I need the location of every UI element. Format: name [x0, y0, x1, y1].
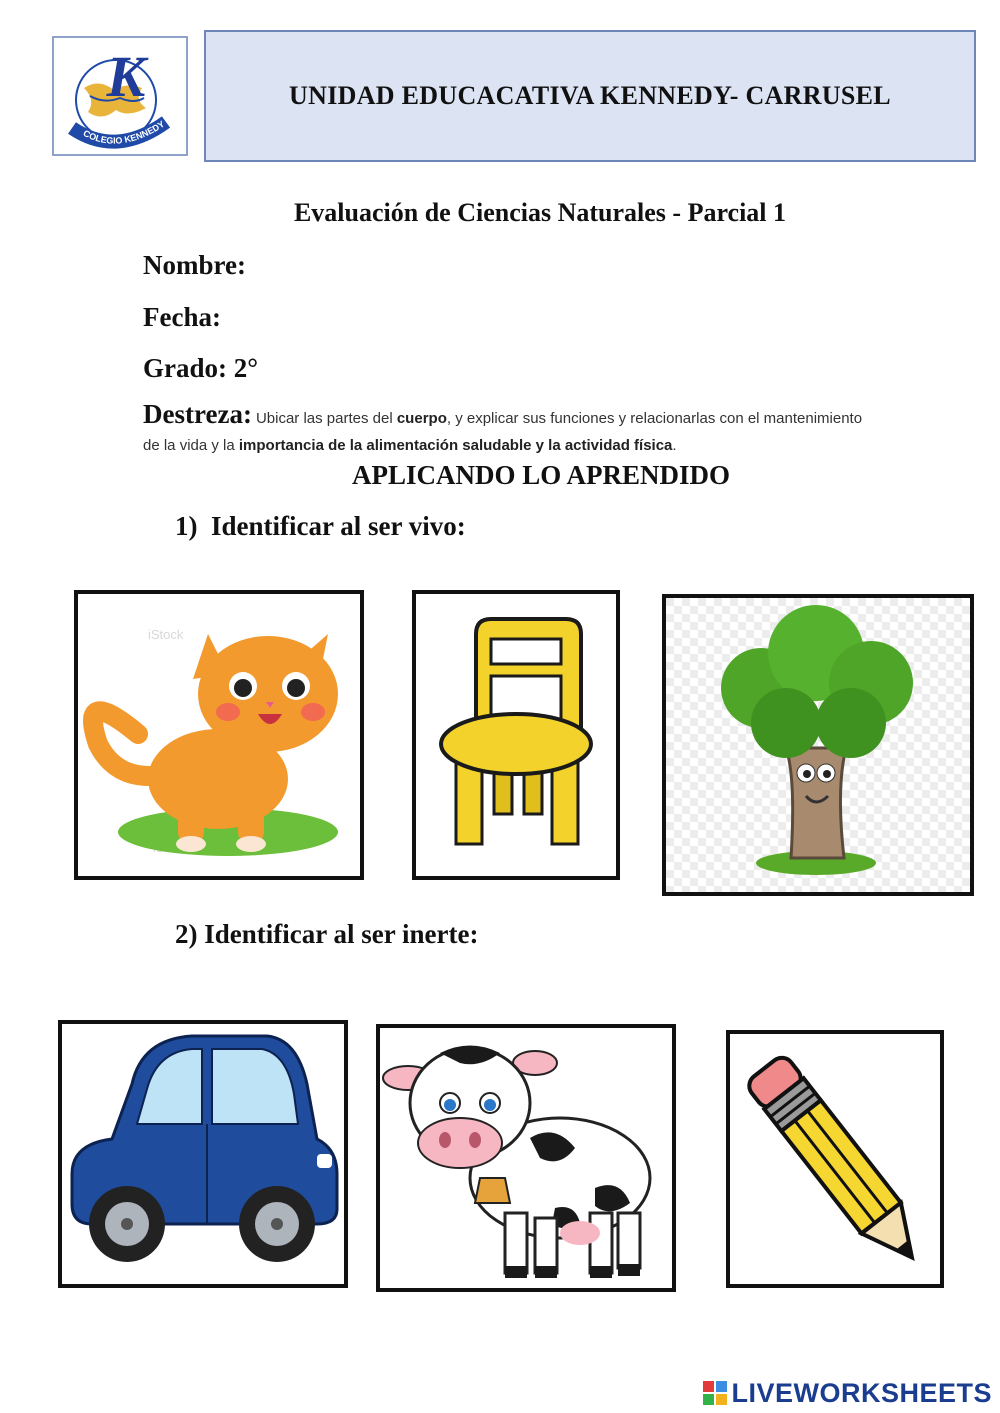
skill-text-3: de la vida y la	[143, 437, 239, 454]
pencil-image	[730, 1034, 940, 1284]
watermark-1: iStock	[148, 627, 184, 642]
liveworksheets-icon	[703, 1381, 727, 1405]
skill-bold-1: cuerpo	[396, 410, 447, 427]
option-pencil[interactable]	[726, 1030, 944, 1288]
option-car[interactable]	[58, 1020, 348, 1288]
section-title: APLICANDO LO APRENDIDO	[351, 460, 731, 490]
school-logo	[52, 36, 188, 156]
question-1-text: Identificar al ser vivo:	[211, 511, 466, 541]
cow-image	[380, 1028, 672, 1288]
name-label: Nombre:	[143, 250, 246, 280]
question-1-number: 1)	[175, 511, 198, 541]
skill-text-1: Ubicar las partes del	[255, 410, 397, 427]
chair-image	[416, 594, 616, 876]
exam-title: Evaluación de Ciencias Naturales - Parcial 1	[293, 198, 787, 227]
car-image	[62, 1024, 344, 1284]
option-chair[interactable]	[412, 590, 620, 880]
question-2-number: 2)	[175, 919, 198, 949]
question-2	[175, 919, 478, 950]
grade-label: Grado: 2°	[143, 353, 259, 383]
cat-image	[78, 594, 360, 876]
skill-line-2	[143, 437, 677, 454]
question-2-text: Identificar al ser inerte:	[204, 919, 479, 949]
logo-letter: K	[106, 44, 146, 109]
liveworksheets-brand[interactable]	[703, 1376, 992, 1410]
logo-caption: COLEGIO KENNEDY	[81, 118, 167, 146]
skill-label: Destreza:	[143, 399, 252, 429]
skill-text-4: .	[672, 437, 677, 454]
tree-image	[666, 598, 970, 892]
skill-text-2: , y explicar sus funciones y relacionarlas con el mantenimiento	[446, 410, 863, 427]
school-title: UNIDAD EDUCACATIVA KENNEDY- CARRUSEL	[289, 81, 891, 110]
header-banner	[204, 30, 976, 162]
option-tree[interactable]	[662, 594, 974, 896]
date-label: Fecha:	[143, 302, 221, 332]
skill-bold-2: importancia de la alimentación saludable y la actividad física	[238, 437, 673, 454]
option-cow[interactable]	[376, 1024, 676, 1292]
question-1	[175, 511, 466, 542]
option-cat[interactable]	[74, 590, 364, 880]
skill-block	[143, 399, 963, 431]
brand-text: LIVEWORKSHEETS	[731, 1377, 992, 1408]
